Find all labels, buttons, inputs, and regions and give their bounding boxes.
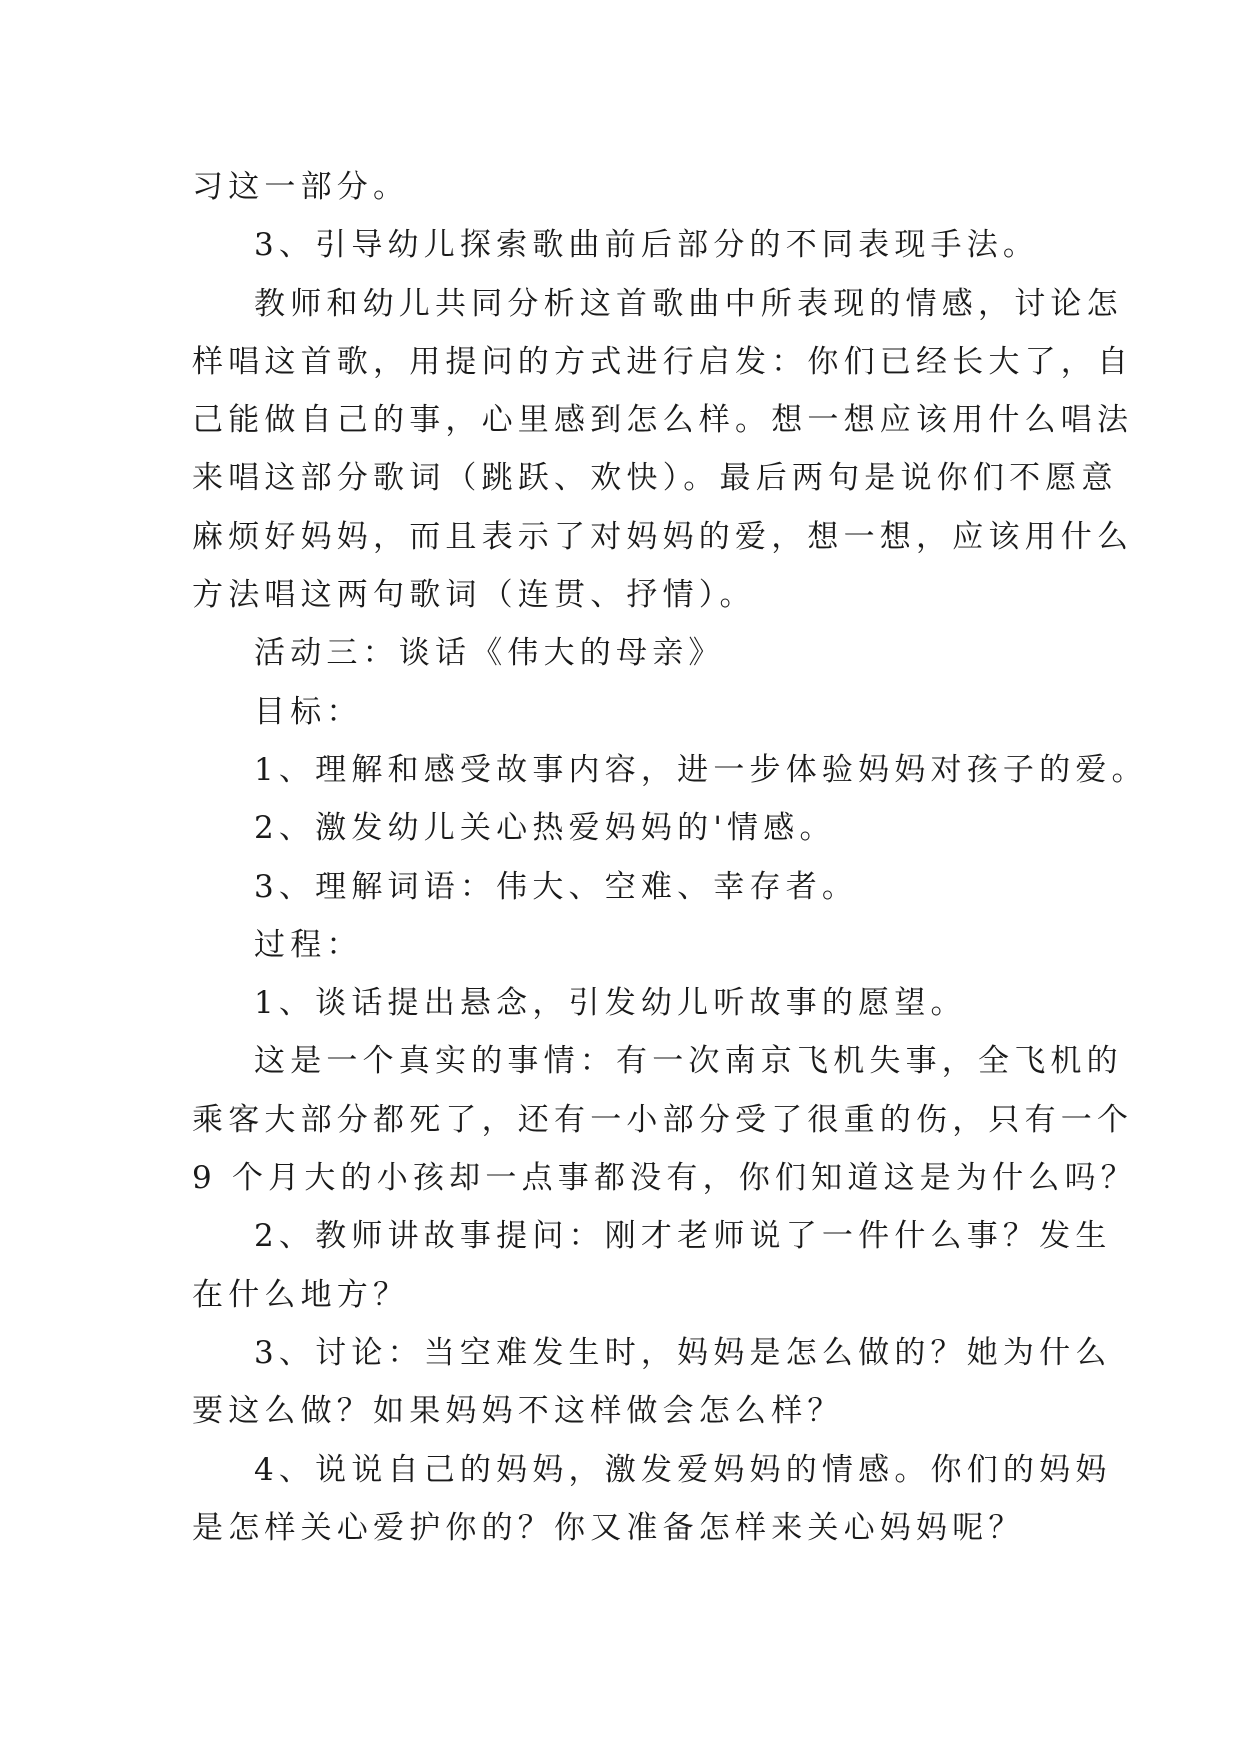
goal-item: 3、理解词语：伟大、空难、幸存者。 — [254, 868, 859, 905]
process-item: 2、教师讲故事提问：刚才老师说了一件什么事？发生 — [254, 1218, 1112, 1255]
text-line: 教师和幼儿共同分析这首歌曲中所表现的情感，讨论怎 — [254, 285, 1123, 322]
subheading-goals: 目标： — [254, 693, 363, 730]
document-body — [192, 158, 1148, 1557]
goal-item: 2、激发幼儿关心热爱妈妈的'情感。 — [254, 810, 836, 847]
process-item: 4、说说自己的妈妈，激发爱妈妈的情感。你们的妈妈 — [254, 1451, 1112, 1488]
process-item: 3、讨论：当空难发生时，妈妈是怎么做的？她为什么 — [254, 1334, 1112, 1371]
text-line: 方法唱这两句歌词（连贯、抒情）。 — [192, 577, 756, 614]
goal-item: 1、理解和感受故事内容，进一步体验妈妈对孩子的爱。 — [254, 751, 1148, 788]
text-line: 样唱这首歌，用提问的方式进行启发：你们已经长大了，自 — [192, 343, 1134, 380]
subheading-process: 过程： — [254, 926, 363, 963]
text-line: 麻烦好妈妈，而且表示了对妈妈的爱，想一想，应该用什么 — [192, 518, 1134, 555]
text-line: 乘客大部分都死了，还有一小部分受了很重的伤，只有一个 — [192, 1101, 1134, 1138]
text-line: 是怎样关心爱护你的？你又准备怎样来关心妈妈呢？ — [192, 1509, 1025, 1546]
text-line: 己能做自己的事，心里感到怎么样。想一想应该用什么唱法 — [192, 402, 1134, 439]
text-line: 习这一部分。 — [192, 169, 410, 205]
text-line: 要这么做？如果妈妈不这样做会怎么样？ — [192, 1393, 844, 1430]
process-item: 1、谈话提出悬念，引发幼儿听故事的愿望。 — [254, 985, 967, 1022]
text-line: 在什么地方？ — [192, 1276, 410, 1313]
text-line: 这是一个真实的事情：有一次南京飞机失事，全飞机的 — [254, 1043, 1123, 1080]
text-line: 3、引导幼儿探索歌曲前后部分的不同表现手法。 — [254, 227, 1040, 264]
section-heading: 活动三：谈话《伟大的母亲》 — [254, 635, 725, 672]
text-line: 来唱这部分歌词（跳跃、欢快）。最后两句是说你们不愿意 — [192, 460, 1118, 497]
text-line: 9 个月大的小孩却一点事都没有，你们知道这是为什么吗？ — [192, 1160, 1137, 1197]
